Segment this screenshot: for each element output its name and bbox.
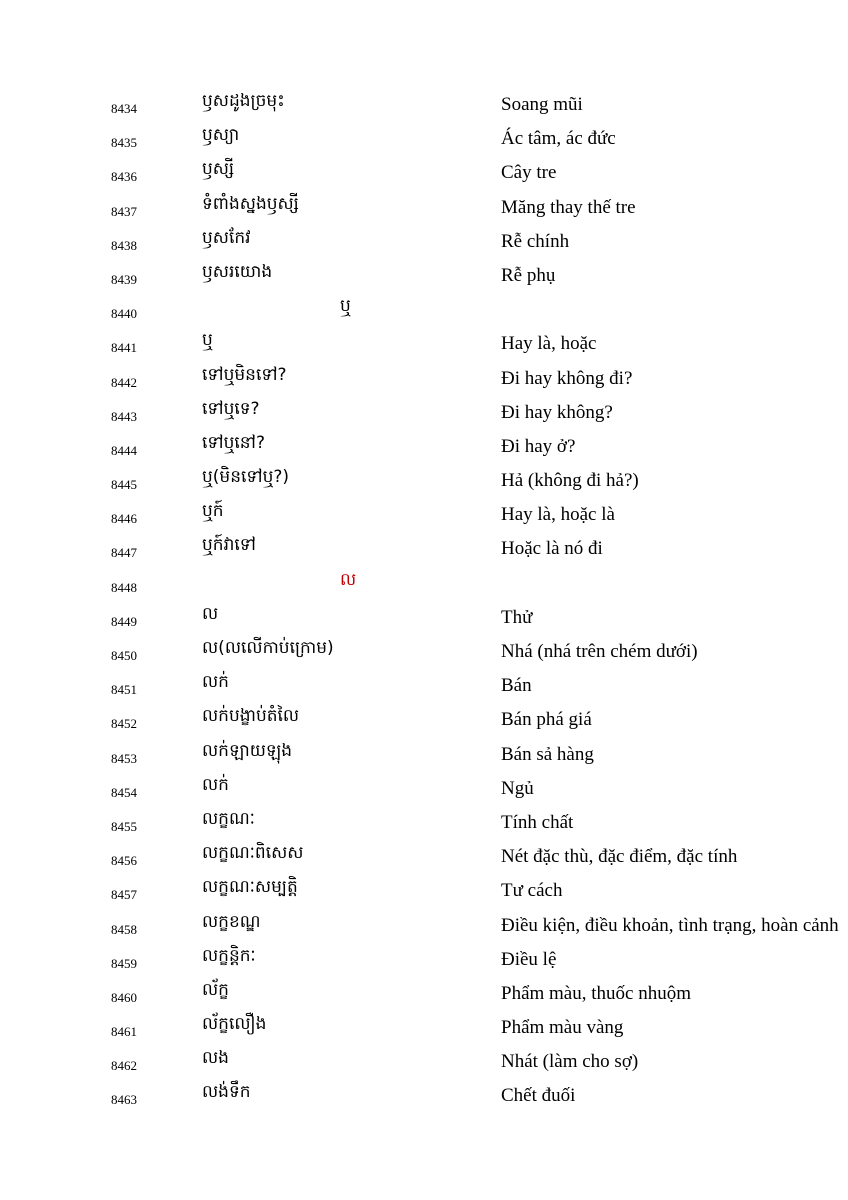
entry-row (0, 1009, 848, 1043)
vietnamese-translation: Rễ phụ (501, 264, 556, 286)
vietnamese-translation: Bán phá giá (501, 709, 592, 731)
entry-number: 8439 (111, 271, 137, 287)
entry-row (0, 394, 848, 428)
khmer-term: ឫស្យា (202, 125, 240, 146)
entry-row (0, 496, 848, 530)
vietnamese-translation: Hay là, hoặc (501, 333, 597, 355)
entry-row (0, 770, 848, 804)
entry-row (0, 360, 848, 394)
khmer-term: លក្ខខណ្ឌ (202, 911, 261, 932)
entry-row (0, 872, 848, 906)
khmer-term: ល (202, 603, 219, 624)
khmer-term: ឬ(មិនទៅឬ?) (202, 467, 290, 488)
entry-row (0, 154, 848, 188)
entry-number: 8447 (111, 545, 137, 561)
vietnamese-translation: Phẩm màu, thuốc nhuộm (501, 982, 691, 1004)
entry-number: 8451 (111, 682, 137, 698)
khmer-term: ទៅឬនៅ? (202, 432, 265, 453)
khmer-term: ល័ក្ខ (202, 979, 229, 1000)
entry-number: 8452 (111, 716, 137, 732)
entry-number: 8458 (111, 921, 137, 937)
entry-number: 8444 (111, 442, 137, 458)
khmer-term: ឫសកែវ (202, 227, 251, 248)
entry-row (0, 428, 848, 462)
entry-number: 8462 (111, 1058, 137, 1074)
khmer-term: ឬ (202, 330, 213, 351)
vietnamese-translation: Đi hay ở? (501, 435, 576, 457)
entry-row (0, 804, 848, 838)
vietnamese-translation: Rễ chính (501, 230, 570, 252)
entry-number: 8455 (111, 818, 137, 834)
entry-row (0, 1043, 848, 1077)
entry-number: 8437 (111, 203, 137, 219)
entry-number: 8436 (111, 169, 137, 185)
entry-number: 8443 (111, 408, 137, 424)
vietnamese-translation: Phẩm màu vàng (501, 1017, 624, 1039)
entry-number: 8434 (111, 101, 137, 116)
khmer-term: លក់បង្ខាប់តំលៃ (202, 706, 300, 727)
vietnamese-translation: Nhát (làm cho sợ) (501, 1051, 639, 1073)
vietnamese-translation: Hay là, hoặc là (501, 504, 615, 526)
vietnamese-translation: Hoặc là nó đi (501, 538, 603, 560)
vietnamese-translation: Điều lệ (501, 948, 557, 970)
vietnamese-translation: Thử (501, 606, 533, 628)
entry-number: 8453 (111, 750, 137, 766)
vietnamese-translation: Nhá (nhá trên chém dưới) (501, 641, 698, 662)
khmer-term: លក្ខណៈសម្បត្តិ (202, 877, 298, 898)
entry-number: 8459 (111, 955, 137, 971)
entry-row (0, 599, 848, 633)
khmer-term: លង (202, 1048, 229, 1069)
entry-list (0, 86, 848, 1112)
entry-number: 8463 (111, 1092, 137, 1108)
entry-row (0, 975, 848, 1009)
entry-row (0, 633, 848, 667)
vietnamese-translation: Bán sả hàng (501, 743, 594, 765)
vietnamese-translation: Soang mũi (501, 94, 583, 115)
khmer-term: លក់ (202, 672, 229, 693)
entry-row (0, 907, 848, 941)
section-heading-row (0, 291, 848, 325)
khmer-term: លក្ខណៈពិសេស (202, 843, 304, 864)
entry-row (0, 530, 848, 564)
vietnamese-translation: Tính chất (501, 811, 574, 833)
entry-number: 8441 (111, 340, 137, 356)
entry-number: 8448 (111, 579, 137, 595)
vietnamese-translation: Điều kiện, điều khoản, tình trạng, hoàn cảnh (501, 914, 839, 936)
entry-row (0, 86, 848, 120)
entry-row (0, 736, 848, 770)
khmer-term: លក់ឡាយឡុង (202, 740, 293, 761)
khmer-term: លក្ខន្តិកៈ (202, 945, 256, 966)
khmer-term: ឬក៍វាទៅ (202, 535, 256, 556)
entry-number: 8438 (111, 237, 137, 253)
entry-row (0, 701, 848, 735)
vietnamese-translation: Đi hay không? (501, 401, 613, 423)
section-heading-row (0, 565, 848, 599)
khmer-term: ទៅឬទេ? (202, 398, 260, 419)
khmer-term: ឫសដូងច្រមុះ (202, 91, 285, 111)
entry-row (0, 223, 848, 257)
vietnamese-translation: Đi hay không đi? (501, 367, 633, 389)
entry-row (0, 941, 848, 975)
khmer-term: លង់ទឹក (202, 1082, 251, 1103)
khmer-term: ទៅឬមិនទៅ? (202, 364, 287, 385)
vietnamese-translation: Ngủ (501, 777, 534, 799)
section-letter: ឬ (340, 296, 351, 317)
khmer-term: ល(លលើកាប់ក្រោម) (202, 638, 334, 658)
entry-number: 8445 (111, 477, 137, 493)
entry-number: 8442 (111, 374, 137, 390)
section-letter: ល (340, 569, 357, 590)
khmer-term: ឫសរយោង (202, 261, 273, 282)
entry-row (0, 189, 848, 223)
vietnamese-translation: Ác tâm, ác đức (501, 128, 616, 150)
khmer-term: ឬក៍ (202, 501, 224, 522)
khmer-term: លក់ (202, 774, 229, 795)
vietnamese-translation: Tư cách (501, 880, 563, 902)
entry-number: 8449 (111, 613, 137, 629)
entry-row (0, 1077, 848, 1111)
entry-number: 8446 (111, 511, 137, 527)
khmer-term: លក្ខណៈ (202, 808, 255, 829)
entry-row (0, 325, 848, 359)
entry-row (0, 257, 848, 291)
entry-row (0, 462, 848, 496)
entry-number: 8450 (111, 648, 137, 663)
entry-row (0, 838, 848, 872)
khmer-term: ល័ក្ខលឿង (202, 1014, 267, 1035)
khmer-term: ឫស្សី (202, 159, 235, 180)
entry-number: 8456 (111, 853, 137, 869)
khmer-term: ទំពាំងស្នងឫស្សី (202, 193, 299, 214)
entry-number: 8435 (111, 135, 137, 151)
vietnamese-translation: Nét đặc thù, đặc điểm, đặc tính (501, 846, 738, 868)
entry-row (0, 667, 848, 701)
entry-number: 8460 (111, 989, 137, 1005)
entry-number: 8454 (111, 784, 137, 800)
entry-number: 8440 (111, 306, 137, 322)
vietnamese-translation: Bán (501, 675, 532, 697)
vietnamese-translation: Cây tre (501, 162, 557, 184)
vietnamese-translation: Măng thay thế tre (501, 196, 636, 218)
vietnamese-translation: Hả (không đi hả?) (501, 470, 639, 492)
entry-number: 8457 (111, 887, 137, 903)
entry-number: 8461 (111, 1024, 137, 1040)
vietnamese-translation: Chết đuối (501, 1085, 576, 1107)
entry-row (0, 120, 848, 154)
